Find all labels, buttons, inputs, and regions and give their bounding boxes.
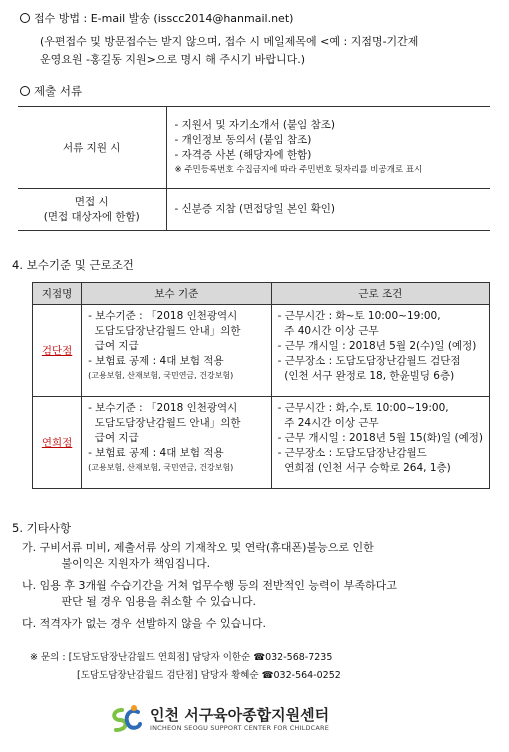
receipt-note-line2: 운영요원 -홍길동 지원>으로 명시 해 주시기 바랍니다.) [40, 53, 306, 66]
list-item: - 지원서 및 자기소개서 (붙임 참조) [174, 119, 336, 131]
section4-title: 4. 보수기준 및 근로조건 [12, 258, 134, 272]
list-item-cont: 판단 될 경우 임용을 취소할 수 있습니다. [44, 595, 256, 608]
header-site: 지점명 [33, 283, 82, 305]
table-row: 검단점 - 보수기준 : 「2018 인천광역시 도담도담장난감월드 안내」의한 급여 지급 - 보험료 공제 : 4대 보험 적용 (고용보험, 산재보험, 국민연금, 건강보험) - 근무시간 : 화~토 10:00~19:00, 주 40시간 이상 근무 - 근무 개시일 : 2018년 5월 2(수)일 (예정) - 근무장소 : 도담도담장난감월드 검단점 (인천 서구 완정로 18, 한윤빌딩 6층) [33, 305, 490, 397]
receipt-method: 접수 방법 : E-mail 발송 (isscc2014@hanmail.net) [20, 10, 293, 26]
documents-row-application [18, 107, 490, 189]
documents-table [18, 106, 490, 231]
list-item-cont: 불이익은 지원자가 책임집니다. [44, 557, 211, 570]
contact-line2: [도담도담장난감월드 검단점] 담당자 황혜순 ☎032-564-0252 [77, 670, 341, 681]
header-pay: 보수 기준 [82, 283, 271, 305]
list-item: 다. 적격자가 없는 경우 선발하지 않을 수 있습니다. [22, 617, 266, 630]
list-item: - 신분증 지참 (면접당일 본인 확인) [174, 203, 336, 215]
list-item: - 개인정보 동의서 (붙임 참조) [174, 134, 312, 146]
table-row: 연희점 - 보수기준 : 「2018 인천광역시 도담도담장난감월드 안내」의한 급여 지급 - 보험료 공제 : 4대 보험 적용 (고용보험, 산재보험, 국민연금, 건강보험) - 근무시간 : 화,수,토 10:00~19:00, 주 24시간 이상 근무 - 근무 개시일 : 2018년 5월 15(화)일 (예정) - 근무장소 : 도담도담장난감월드 연희점 (인천 서구 승학로 264, 1층) [33, 397, 490, 489]
center-logo-icon [108, 702, 144, 736]
documents-label-interview: 면접 시 (면접 대상자에 한함) [18, 189, 166, 231]
list-item: 가. 구비서류 미비, 제출서류 상의 기재착오 및 연락(휴대폰)불능으로 인한 [22, 541, 374, 554]
receipt-note-line1: (우편접수 및 방문접수는 받지 않으며, 접수 시 메일제목에 <예 : 지점명-기간제 [40, 35, 419, 48]
site-name: 연희점 [33, 397, 82, 489]
center-name-ko: 인천 서구육아종합지원센터 [150, 706, 330, 724]
documents-row-interview [18, 189, 490, 231]
table-header-row [33, 283, 490, 305]
section5-list [22, 540, 397, 632]
list-item: 나. 임용 후 3개월 수습기간을 거쳐 업무수행 등의 전반적인 능력이 부족하다고 [22, 579, 397, 592]
documents-heading: 제출 서류 [20, 83, 82, 99]
header-work: 근로 조건 [271, 283, 489, 305]
privacy-note: ※ 주민등록번호 수집금지에 따라 주민번호 뒷자리를 비공개로 표시 [174, 165, 423, 175]
work-conditions-table [32, 282, 490, 489]
site-name: 검단점 [33, 305, 82, 397]
section5-title: 5. 기타사항 [12, 521, 72, 535]
center-logo [108, 700, 408, 740]
circle-bullet-icon [20, 86, 30, 96]
contact-line1: ※ 문의 : [도담도담장난감월드 연희점] 담당자 이한순 ☎032-568-7235 [30, 652, 333, 663]
circle-bullet-icon [20, 13, 30, 23]
documents-label-application: 서류 지원 시 [18, 107, 166, 189]
center-name-en: INCHEON SEOGU SUPPORT CENTER FOR CHILDCARE [150, 724, 330, 732]
list-item: - 자격증 사본 (해당자에 한함) [174, 149, 312, 161]
